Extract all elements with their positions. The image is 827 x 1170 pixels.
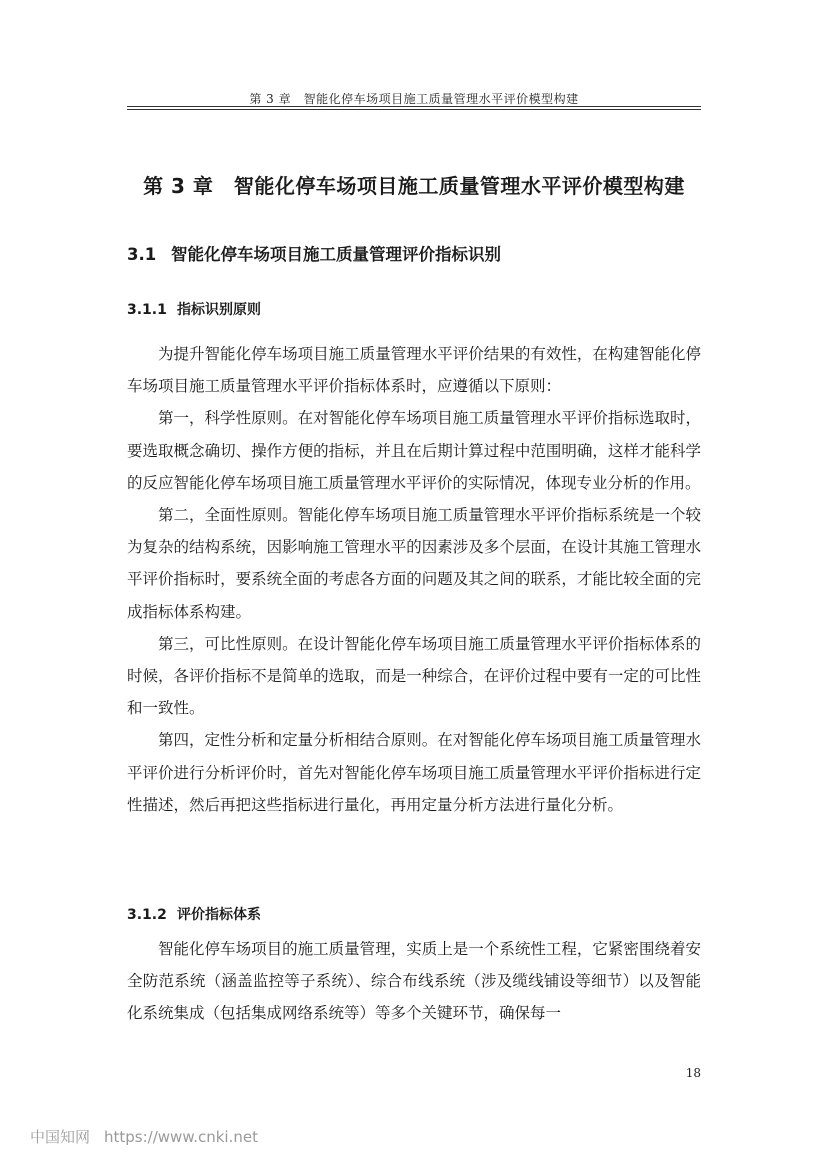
chapter-title: 第 3 章 智能化停车场项目施工质量管理水平评价模型构建 bbox=[143, 174, 685, 198]
watermark-brand: 中国知网 bbox=[30, 1128, 91, 1146]
paragraph: 为提升智能化停车场项目施工质量管理水平评价结果的有效性，在构建智能化停车场项目施工质量管理水平评价指标体系时，应遵循以下原则： bbox=[127, 345, 701, 396]
watermark-url: https://www.cnki.net bbox=[104, 1128, 258, 1146]
running-header: 第 3 章 智能化停车场项目施工质量管理水平评价模型构建 bbox=[249, 92, 579, 106]
section-heading bbox=[127, 241, 501, 265]
paragraph: 第四，定性分析和定量分析相结合原则。在对智能化停车场项目施工质量管理水平评价进行分析评价时，首先对智能化停车场项目施工质量管理水平评价指标进行定性描述，然后再把这些指标进行量化，再用定量分析方法进行量化分析。 bbox=[127, 731, 701, 814]
paragraph: 第一，科学性原则。在对智能化停车场项目施工质量管理水平评价指标选取时，要选取概念确切、操作方便的指标，并且在后期计算过程中范围明确，这样才能科学的反应智能化停车场项目施工质量管理水平评价的实际情况，体现专业分析的作用。 bbox=[127, 409, 701, 492]
section-title-text: 智能化停车场项目施工质量管理评价指标识别 bbox=[171, 245, 501, 264]
paragraph: 第三，可比性原则。在设计智能化停车场项目施工质量管理水平评价指标体系的时候，各评价指标不是简单的选取，而是一种综合，在评价过程中要有一定的可比性和一致性。 bbox=[127, 634, 701, 718]
paragraph: 第二，全面性原则。智能化停车场项目施工质量管理水平评价指标系统是一个较为复杂的结构系统，因影响施工管理水平的因素涉及多个层面，在设计其施工管理水平评价指标时，要系统全面的考虑各方面的问题及其之间的联系，才能比较全面的完成指标体系构建。 bbox=[127, 506, 701, 621]
subsection-body-3-1-1 bbox=[127, 338, 701, 821]
watermark bbox=[30, 1126, 258, 1147]
subsection-title-text: 评价指标体系 bbox=[177, 907, 261, 923]
section-number: 3.1 bbox=[127, 245, 157, 264]
paragraph: 智能化停车场项目的施工质量管理，实质上是一个系统性工程，它紧密围绕着安全防范系统（涵盖监控等子系统）、综合布线系统（涉及缆线铺设等细节）以及智能化系统集成（包括集成网络系统等）等多个关键环节，确保每一 bbox=[127, 940, 701, 1023]
subsection-body-3-1-2 bbox=[127, 933, 701, 1030]
subsection-heading-3-1-1 bbox=[127, 299, 261, 319]
page-number: 18 bbox=[685, 1066, 701, 1080]
header-rule bbox=[127, 106, 701, 107]
subsection-title-text: 指标识别原则 bbox=[177, 302, 261, 318]
subsection-number: 3.1.2 bbox=[127, 907, 167, 923]
subsection-heading-3-1-2 bbox=[127, 904, 261, 924]
subsection-number: 3.1.1 bbox=[127, 302, 167, 318]
